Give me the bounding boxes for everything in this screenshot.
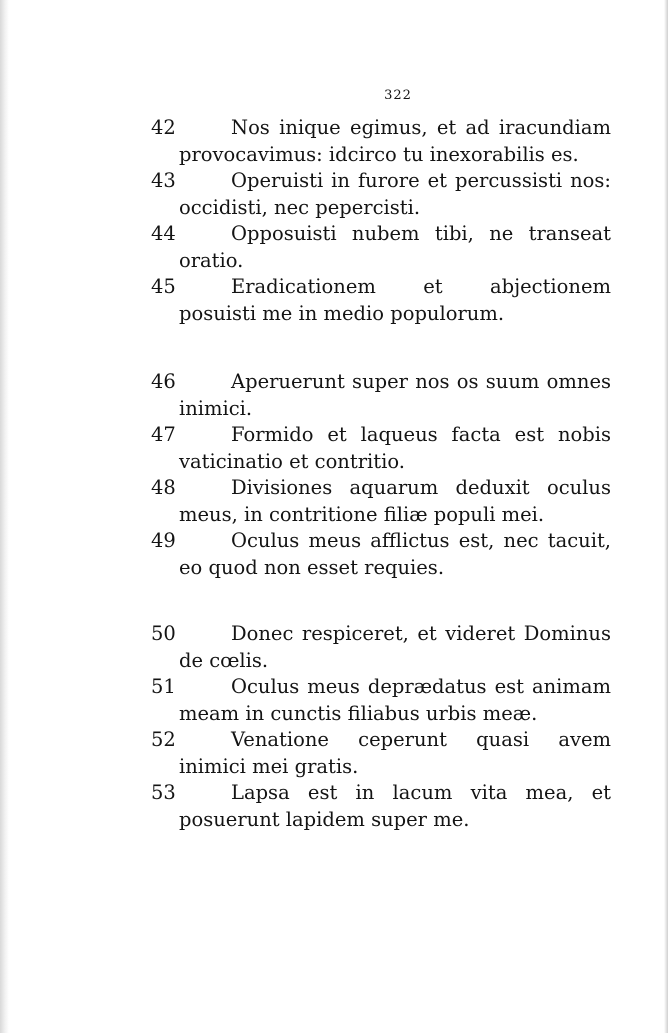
verse-number: 49 <box>151 529 176 552</box>
verse-number: 52 <box>151 728 176 751</box>
verse-number: 45 <box>151 275 176 298</box>
section-gap <box>179 581 611 621</box>
verse-53 <box>151 780 611 833</box>
verse-52 <box>151 727 611 780</box>
verse-number: 50 <box>151 622 176 645</box>
verse-number: 48 <box>151 476 176 499</box>
verse-49 <box>151 528 611 581</box>
page-right-edge <box>664 0 668 1033</box>
verse-text: Nos inique egimus, et ad iracundiam provocavimus: idcirco tu inexorabilis es. <box>179 116 611 166</box>
verse-number: 46 <box>151 370 176 393</box>
page-number: 322 <box>384 88 412 103</box>
verse-group-1 <box>151 115 611 327</box>
verse-42 <box>151 115 611 168</box>
verse-text: Opposuisti nubem tibi, ne transeat oratio. <box>179 222 611 272</box>
verse-text: Oculus meus deprædatus est animam meam in cunctis filiabus urbis meæ. <box>179 675 611 725</box>
verse-group-3 <box>151 621 611 833</box>
verse-51 <box>151 674 611 727</box>
verse-number: 53 <box>151 781 176 804</box>
verse-text: Oculus meus afflictus est, nec tacuit, eo quod non esset requies. <box>179 529 611 579</box>
page-body <box>151 88 611 833</box>
verse-43 <box>151 168 611 221</box>
verse-text: Aperuerunt super nos os suum omnes inimici. <box>179 370 611 420</box>
verse-number: 43 <box>151 169 176 192</box>
verse-number: 47 <box>151 423 176 446</box>
verse-text: Lapsa est in lacum vita mea, et posuerunt lapidem super me. <box>179 781 611 831</box>
verse-50 <box>151 621 611 674</box>
verse-text: Divisiones aquarum deduxit oculus meus, in contritione filiæ populi mei. <box>179 476 611 526</box>
verse-text: Formido et laqueus facta est nobis vaticinatio et contritio. <box>179 423 611 473</box>
verse-number: 44 <box>151 222 176 245</box>
verse-47 <box>151 422 611 475</box>
verse-group-2 <box>151 369 611 581</box>
verse-48 <box>151 475 611 528</box>
verse-text: Eradicationem et abjectionem posuisti me in medio populorum. <box>179 275 611 325</box>
verse-number: 51 <box>151 675 176 698</box>
verse-45 <box>151 274 611 327</box>
verse-text: Donec respiceret, et videret Dominus de cœlis. <box>179 622 611 672</box>
verse-44 <box>151 221 611 274</box>
verse-text: Venatione ceperunt quasi avem inimici mei gratis. <box>179 728 611 778</box>
verse-46 <box>151 369 611 422</box>
verse-number: 42 <box>151 116 176 139</box>
verse-text: Operuisti in furore et percussisti nos: occidisti, nec pepercisti. <box>179 169 611 219</box>
page-left-edge <box>0 0 9 1033</box>
section-gap <box>179 327 611 369</box>
